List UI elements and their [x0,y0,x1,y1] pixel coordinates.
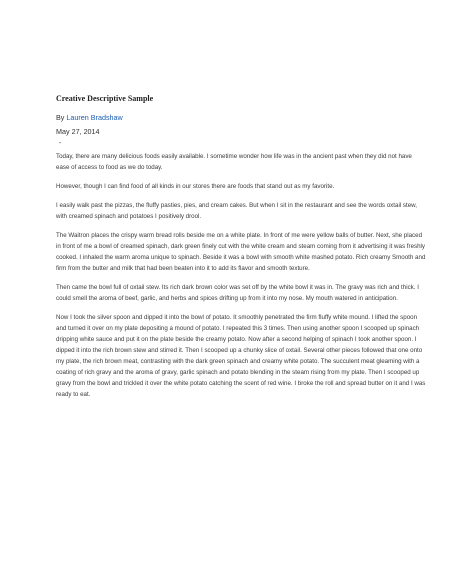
paragraph: The Waitron places the crispy warm bread rolls beside me on a white plate. In front of me were yellow balls of butter. Next, she placed in front of me a bowl of creamed spinach, dark green finely cut with the white cream and steam coming from it advertising it was freshly cooked. I inhaled the warm aroma unique to spinach. Beside it was a bowl with smooth white mashed potato. Rich creamy Smooth and firm from the butter and milk that had been beaten into it to add its flavor and smooth texture. [56,232,426,272]
document-title: Creative Descriptive Sample [56,94,154,103]
bullet-marker: - [59,140,62,147]
paragraph: I easily walk past the pizzas, the fluffy pasties, pies, and cream cakes. But when I sit in the restaurant and see the words oxtail stew, with creamed spinach and potatoes I positively drool. [56,202,418,220]
byline-prefix: By [56,113,67,122]
paragraph: Now I took the silver spoon and dipped it into the bowl of potato. It smoothly penetrated the firm fluffy white mound. I lifted the spoon and turned it over on my plate depositing a mound of potato. I repeated this 3 times. Then using another spoon I scooped up spinach dripping white sauce and put it on the plate beside the creamy potato. Now after a second helping of spinach I took another spoon. I dipped it into the rich brown stew and stirred it. Then I scooped up a chunky slice of oxtail. Several other pieces followed that one onto my plate, the rich brown meat, contrasting with the dark green spinach and creamy white potato. The succulent meat gleaming with a coating of rich gravy and the aroma of gravy, garlic spinach and potato blending in the steam rising from my plate. Then I scooped up gravy from the bowl and trickled it over the white potato catching the scent of red wine. I broke the roll and spread butter on it and I was ready to eat. [56,314,426,398]
paragraph: However, though I can find food of all kinds in our stores there are foods that stand out as my favorite. [56,183,335,190]
document-body [56,151,426,408]
publish-date: May 27, 2014 [56,127,100,136]
author-link[interactable]: Lauren Bradshaw [66,113,123,122]
byline [56,113,123,122]
paragraph: Then came the bowl full of oxtail stew. Its rich dark brown color was set off by the white bowl it was in. The gravy was rich and thick. I could smell the aroma of beef, garlic, and herbs and spices drifting up from it into my nose. My mouth watered in anticipation. [56,284,419,302]
paragraph: Today, there are many delicious foods easily available. I sometime wonder how life was in the ancient past when they did not have ease of access to food as we do today. [56,153,412,171]
